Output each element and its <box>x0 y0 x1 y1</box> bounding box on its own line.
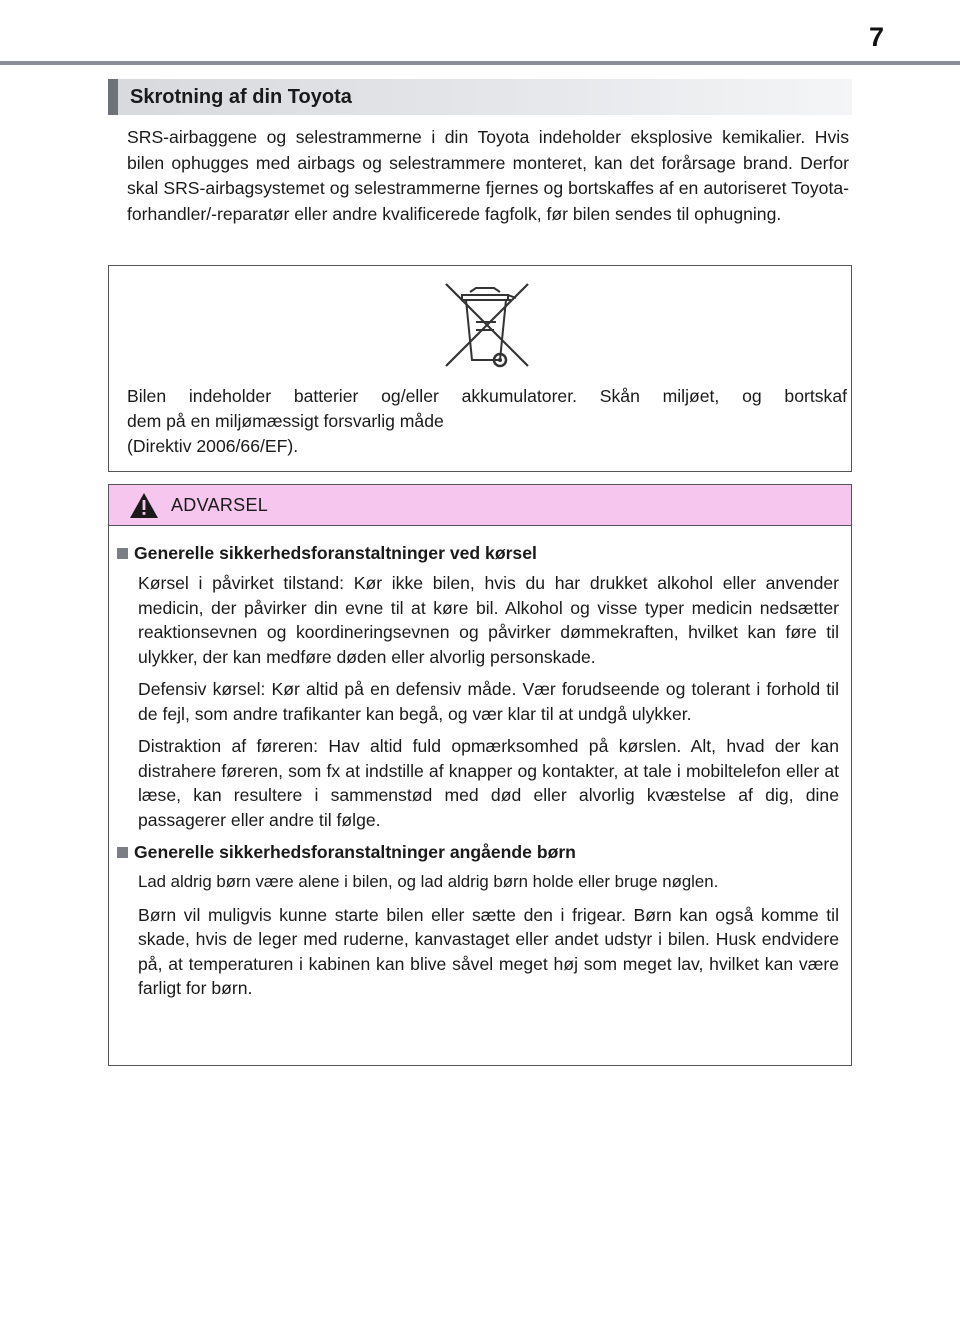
recycle-line-2: dem på en miljømæssigt forsvarlig måde <box>127 411 444 431</box>
warning-subsection-children <box>117 840 839 864</box>
warning-paragraph: Distraktion af føreren: Hav altid fuld opmærksomhed på kørslen. Alt, hvad der kan distrahere føreren, som fx at indstille af knapper og kontakter, at tale i mobiltelefon eller at læse, kan resultere i sammenstød med død eller alvorlig kvæstelse af dig, dine passagerer eller andre til følge. <box>138 736 839 830</box>
page-number: 7 <box>868 22 884 52</box>
warning-paragraph: Lad aldrig børn være alene i bilen, og lad aldrig børn holde eller bruge nøglen. <box>138 872 719 891</box>
warning-body <box>117 541 839 1009</box>
warning-paragraph: Defensiv kørsel: Kør altid på en defensiv måde. Vær forudseende og tolerant i forhold til de fejl, som andre trafikanter kan begå, og vær klar til at undgå ulykker. <box>138 679 839 724</box>
warning-triangle-icon <box>129 492 159 519</box>
top-rule <box>0 61 960 65</box>
section-title: Skrotning af din Toyota <box>130 85 352 108</box>
section-header <box>108 79 852 115</box>
intro-paragraph: SRS-airbaggene og selestrammerne i din Toyota indeholder eksplosive kemikalier. Hvis bilen ophugges med airbags og selestrammere monteret, kan det forårsage brand. Derfor skal SRS-airbagsystemet og selestrammerne fjernes og bortskaffes af en autoriseret Toyota-forhandler/-reparatør eller andre kvalificerede fagfolk, før bilen sendes til ophugning. <box>127 127 849 224</box>
recycle-line-3: (Direktiv 2006/66/EF). <box>127 436 299 456</box>
subsection-heading: Generelle sikkerhedsforanstaltninger ved kørsel <box>134 543 537 563</box>
warning-paragraph: Kørsel i påvirket tilstand: Kør ikke bilen, hvis du har drukket alkohol eller anvender medicin, der påvirker din evne til at køre bil. Alkohol og visse typer medicin nedsætter reaktionsevnen og koordineringsevnen og påvirker dømmekraften, hvilket kan føre til ulykker, der kan medføre døden eller alvorlig personskade. <box>138 573 839 667</box>
subsection-heading: Generelle sikkerhedsforanstaltninger angående børn <box>134 842 576 862</box>
warning-paragraph: Børn vil muligvis kunne starte bilen eller sætte den i frigear. Børn kan også komme til skade, hvis de leger med ruderne, kanvastaget eller andet udstyr i bilen. Husk endvidere på, at temperaturen i kabinen kan blive såvel meget høj som meget lav, hvilket kan være farligt for børn. <box>138 904 839 998</box>
warning-label: ADVARSEL <box>171 494 269 515</box>
square-bullet-icon <box>117 548 128 559</box>
warning-box <box>108 484 852 1066</box>
section-header-bar <box>108 79 118 115</box>
crossed-out-wheelie-bin-icon <box>436 278 532 372</box>
square-bullet-icon <box>117 847 128 858</box>
warning-subsection-driving <box>117 541 839 565</box>
recycle-notice-box <box>108 265 852 472</box>
warning-header <box>109 485 851 526</box>
recycle-line-1: Bilen indeholder batterier og/eller akkumulatorer. Skån miljøet, og bortskaf <box>127 386 847 406</box>
recycle-notice-text <box>127 384 847 459</box>
